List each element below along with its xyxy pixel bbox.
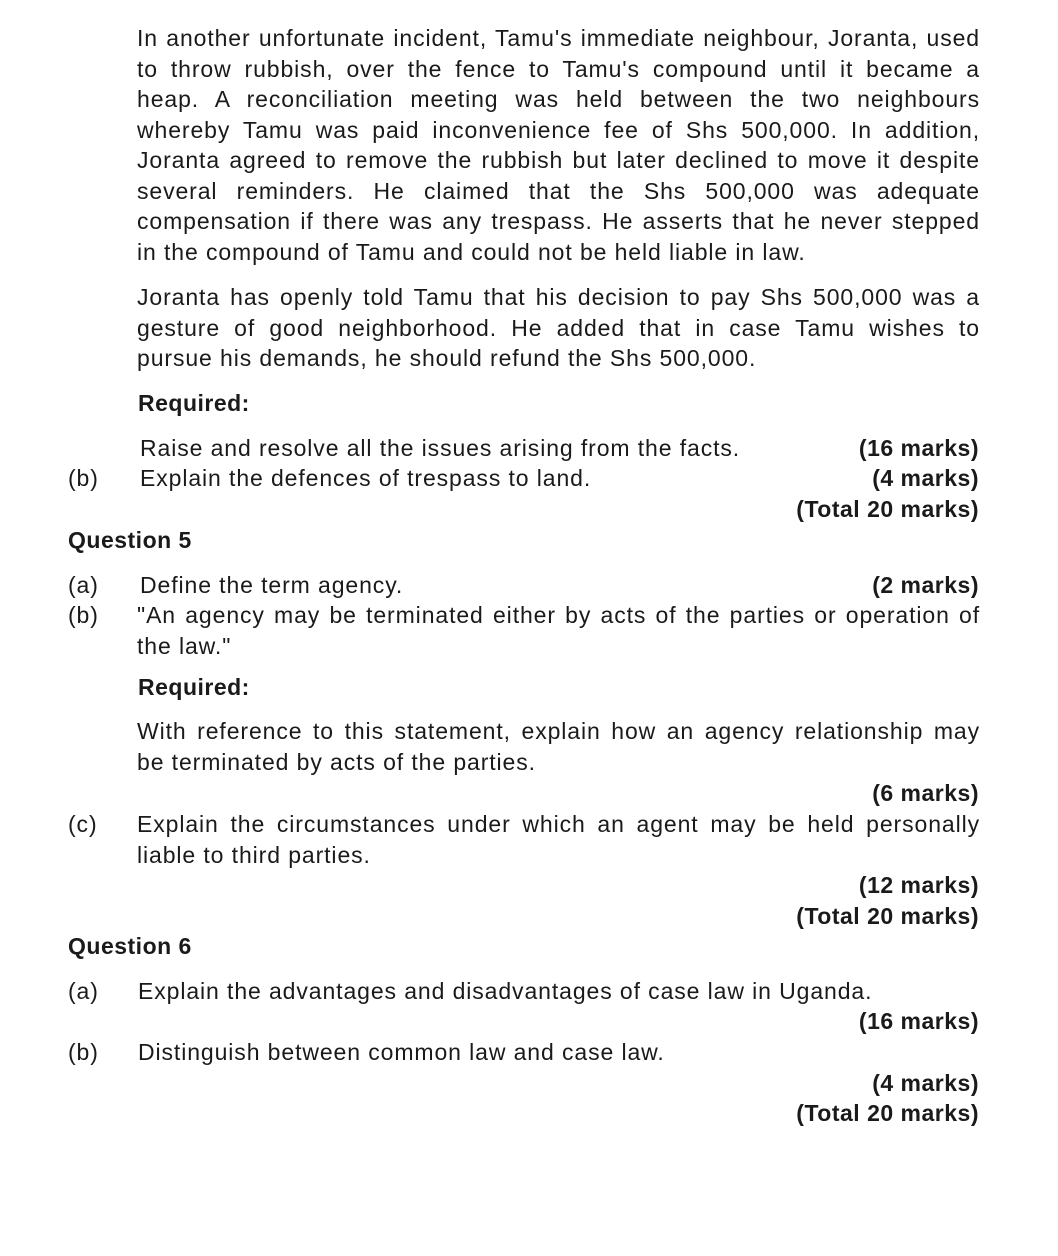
q5-total-marks: (Total 20 marks) <box>796 903 979 929</box>
q5-a-marks: (2 marks) <box>872 572 979 598</box>
q6-heading: Question 6 <box>68 933 192 959</box>
q5-b-marks: (6 marks) <box>872 780 979 806</box>
q4-task-a-marks: (16 marks) <box>858 435 979 461</box>
q5-c-label: (c) <box>68 811 98 837</box>
q6-b-text: Distinguish between common law and case law. <box>138 1039 665 1065</box>
q6-a-label: (a) <box>68 978 99 1004</box>
q5-c-marks: (12 marks) <box>858 872 979 898</box>
q6-b-label: (b) <box>68 1039 99 1065</box>
q6-a-marks: (16 marks) <box>858 1008 979 1034</box>
q4-task-a-text: Raise and resolve all the issues arising from the facts. <box>140 435 741 461</box>
q4-task-b-text: Explain the defences of trespass to land. <box>140 465 592 491</box>
q5-b-task: With reference to this statement, explain how an agency relationship may be terminated by acts of the parties. <box>137 718 980 775</box>
q6-a-text: Explain the advantages and disadvantages of case law in Uganda. <box>138 978 873 1004</box>
q5-heading: Question 5 <box>68 527 192 553</box>
q5-b-label: (b) <box>68 602 99 628</box>
q6-b-marks: (4 marks) <box>872 1070 979 1096</box>
q4-paragraph-1: In another unfortunate incident, Tamu's immediate neighbour, Joranta, used to throw rubbish, over the fence to Tamu's compound until it became a heap. A reconciliation meeting was held between the two neighbours whereby Tamu was paid inconvenience fee of Shs 500,000. In addition, Joranta agreed to remove the rubbish but later declined to move it despite several reminders. He claimed that the Shs 500,000 was adequate compensation if there was any trespass. He asserts that he never stepped in the compound of Tamu and could not be held liable in law. <box>137 25 980 265</box>
q5-a-label: (a) <box>68 572 99 598</box>
q4-required-label: Required: <box>138 390 250 416</box>
q5-c-text: Explain the circumstances under which an agent may be held personally liable to third parties. <box>137 811 980 868</box>
q4-task-b-label: (b) <box>68 465 99 491</box>
q4-paragraph-2: Joranta has openly told Tamu that his decision to pay Shs 500,000 was a gesture of good neighborhood. He added that in case Tamu wishes to pursue his demands, he should refund the Shs 500,000. <box>137 284 980 371</box>
q4-task-b-marks: (4 marks) <box>872 465 979 491</box>
q5-required-label: Required: <box>138 674 250 700</box>
q5-a-text: Define the term agency. <box>140 572 404 598</box>
q6-total-marks: (Total 20 marks) <box>796 1100 979 1126</box>
q5-b-quote: "An agency may be terminated either by acts of the parties or operation of the law." <box>137 602 980 659</box>
q4-total-marks: (Total 20 marks) <box>796 496 979 522</box>
